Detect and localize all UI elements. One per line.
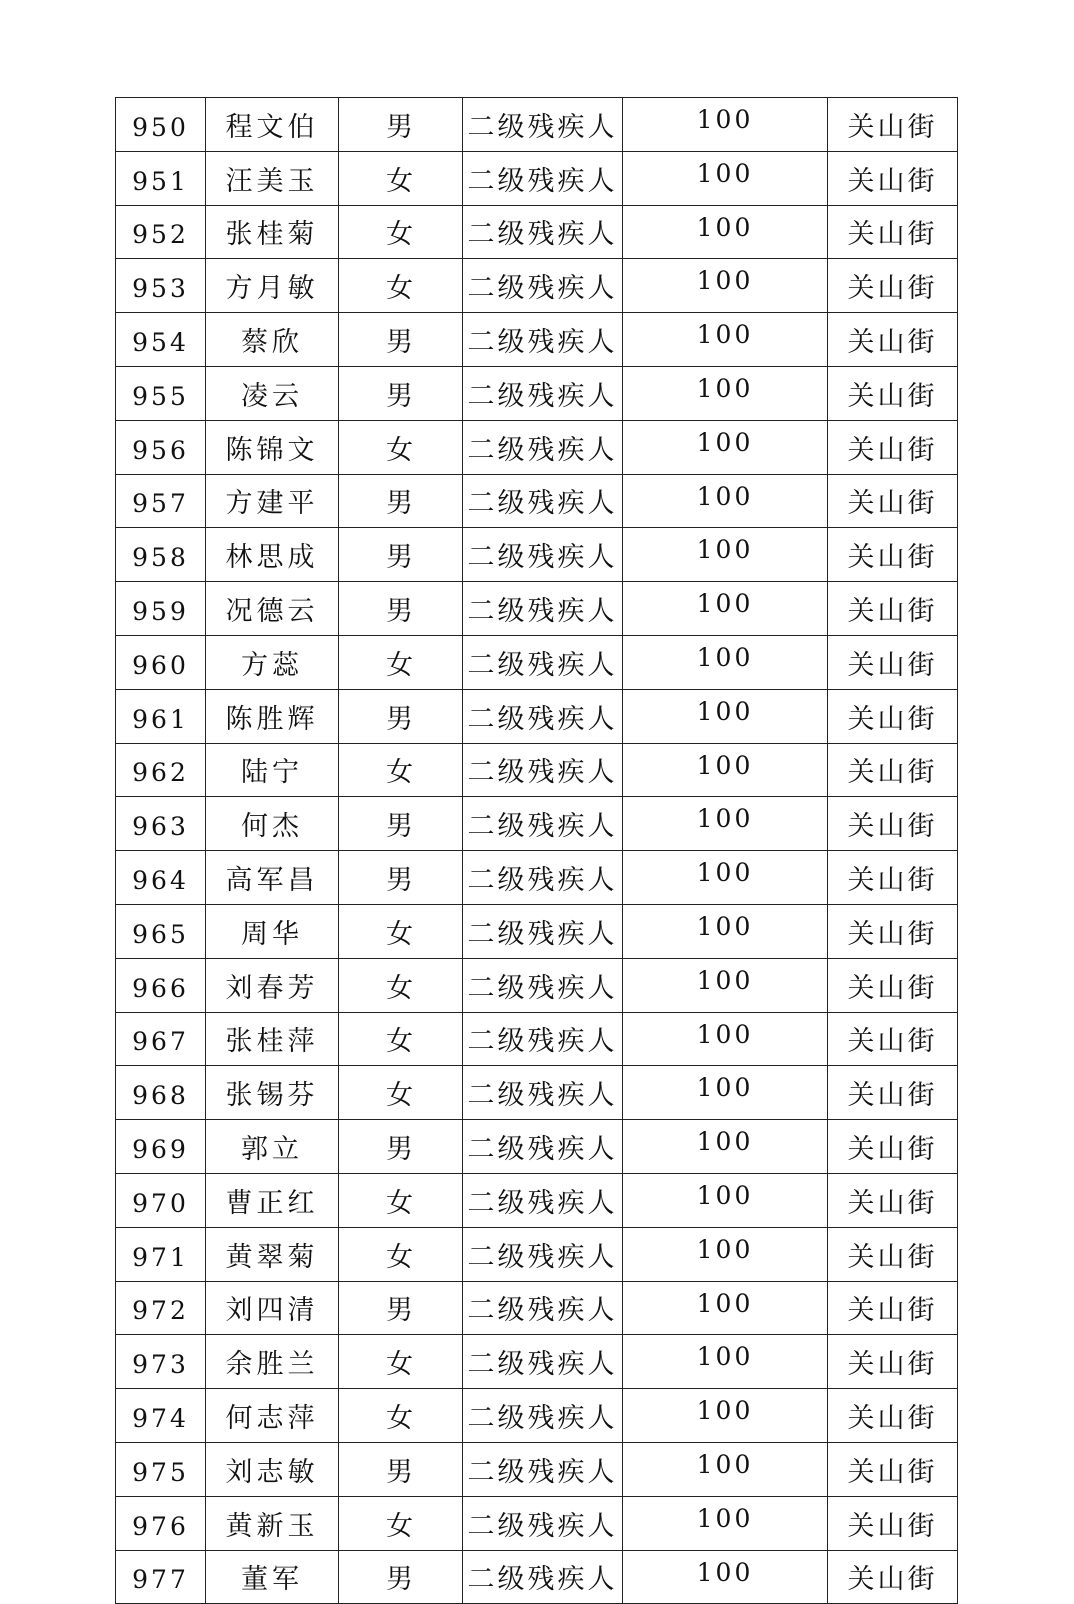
disability-level-cell: 二级残疾人 xyxy=(463,1066,623,1120)
gender-cell: 女 xyxy=(339,1389,463,1443)
table-row xyxy=(116,98,958,152)
row-number-cell: 968 xyxy=(116,1066,206,1120)
gender-cell: 男 xyxy=(339,366,463,420)
row-number-cell: 973 xyxy=(116,1335,206,1389)
disability-level-cell: 二级残疾人 xyxy=(463,1012,623,1066)
gender-cell: 男 xyxy=(339,582,463,636)
roster-table xyxy=(115,97,958,1604)
row-number-cell: 958 xyxy=(116,528,206,582)
amount-cell: 100 xyxy=(623,1442,828,1496)
gender-cell: 女 xyxy=(339,1227,463,1281)
row-number-cell: 953 xyxy=(116,259,206,313)
row-number-cell: 952 xyxy=(116,205,206,259)
row-number-cell: 957 xyxy=(116,474,206,528)
table-row xyxy=(116,1442,958,1496)
table-row xyxy=(116,689,958,743)
row-number-cell: 963 xyxy=(116,797,206,851)
disability-level-cell: 二级残疾人 xyxy=(463,904,623,958)
gender-cell: 女 xyxy=(339,259,463,313)
disability-level-cell: 二级残疾人 xyxy=(463,689,623,743)
gender-cell: 女 xyxy=(339,958,463,1012)
street-cell: 关山街 xyxy=(828,1120,958,1174)
name-cell: 林思成 xyxy=(206,528,339,582)
name-cell: 程文伯 xyxy=(206,98,339,152)
disability-level-cell: 二级残疾人 xyxy=(463,474,623,528)
street-cell: 关山街 xyxy=(828,635,958,689)
row-number-cell: 950 xyxy=(116,98,206,152)
table-row xyxy=(116,474,958,528)
row-number-cell: 972 xyxy=(116,1281,206,1335)
gender-cell: 女 xyxy=(339,904,463,958)
table-row xyxy=(116,743,958,797)
street-cell: 关山街 xyxy=(828,259,958,313)
row-number-cell: 970 xyxy=(116,1173,206,1227)
disability-level-cell: 二级残疾人 xyxy=(463,958,623,1012)
amount-cell: 100 xyxy=(623,1496,828,1550)
amount-cell: 100 xyxy=(623,366,828,420)
amount-cell: 100 xyxy=(623,1550,828,1604)
name-cell: 陈锦文 xyxy=(206,420,339,474)
table-row xyxy=(116,1012,958,1066)
gender-cell: 女 xyxy=(339,743,463,797)
amount-cell: 100 xyxy=(623,635,828,689)
gender-cell: 女 xyxy=(339,635,463,689)
disability-level-cell: 二级残疾人 xyxy=(463,1389,623,1443)
amount-cell: 100 xyxy=(623,1120,828,1174)
amount-cell: 100 xyxy=(623,958,828,1012)
disability-level-cell: 二级残疾人 xyxy=(463,635,623,689)
roster-body xyxy=(116,98,958,1604)
gender-cell: 男 xyxy=(339,1281,463,1335)
name-cell: 刘志敏 xyxy=(206,1442,339,1496)
gender-cell: 女 xyxy=(339,151,463,205)
row-number-cell: 965 xyxy=(116,904,206,958)
street-cell: 关山街 xyxy=(828,205,958,259)
disability-level-cell: 二级残疾人 xyxy=(463,98,623,152)
row-number-cell: 959 xyxy=(116,582,206,636)
table-row xyxy=(116,313,958,367)
street-cell: 关山街 xyxy=(828,151,958,205)
row-number-cell: 960 xyxy=(116,635,206,689)
gender-cell: 女 xyxy=(339,1173,463,1227)
gender-cell: 男 xyxy=(339,851,463,905)
gender-cell: 女 xyxy=(339,205,463,259)
table-row xyxy=(116,366,958,420)
name-cell: 方月敏 xyxy=(206,259,339,313)
amount-cell: 100 xyxy=(623,1012,828,1066)
name-cell: 况德云 xyxy=(206,582,339,636)
street-cell: 关山街 xyxy=(828,1335,958,1389)
street-cell: 关山街 xyxy=(828,474,958,528)
name-cell: 方蕊 xyxy=(206,635,339,689)
amount-cell: 100 xyxy=(623,259,828,313)
street-cell: 关山街 xyxy=(828,313,958,367)
amount-cell: 100 xyxy=(623,1281,828,1335)
row-number-cell: 971 xyxy=(116,1227,206,1281)
street-cell: 关山街 xyxy=(828,1227,958,1281)
name-cell: 凌云 xyxy=(206,366,339,420)
name-cell: 刘四清 xyxy=(206,1281,339,1335)
name-cell: 曹正红 xyxy=(206,1173,339,1227)
disability-level-cell: 二级残疾人 xyxy=(463,1496,623,1550)
name-cell: 余胜兰 xyxy=(206,1335,339,1389)
gender-cell: 女 xyxy=(339,1335,463,1389)
row-number-cell: 964 xyxy=(116,851,206,905)
street-cell: 关山街 xyxy=(828,743,958,797)
street-cell: 关山街 xyxy=(828,904,958,958)
row-number-cell: 955 xyxy=(116,366,206,420)
row-number-cell: 974 xyxy=(116,1389,206,1443)
table-row xyxy=(116,797,958,851)
street-cell: 关山街 xyxy=(828,689,958,743)
amount-cell: 100 xyxy=(623,689,828,743)
name-cell: 方建平 xyxy=(206,474,339,528)
gender-cell: 男 xyxy=(339,313,463,367)
gender-cell: 女 xyxy=(339,1066,463,1120)
street-cell: 关山街 xyxy=(828,1442,958,1496)
disability-level-cell: 二级残疾人 xyxy=(463,582,623,636)
street-cell: 关山街 xyxy=(828,958,958,1012)
table-row xyxy=(116,1173,958,1227)
row-number-cell: 967 xyxy=(116,1012,206,1066)
amount-cell: 100 xyxy=(623,98,828,152)
gender-cell: 男 xyxy=(339,528,463,582)
row-number-cell: 951 xyxy=(116,151,206,205)
table-row xyxy=(116,151,958,205)
disability-level-cell: 二级残疾人 xyxy=(463,743,623,797)
disability-level-cell: 二级残疾人 xyxy=(463,528,623,582)
name-cell: 董军 xyxy=(206,1550,339,1604)
table-row xyxy=(116,1066,958,1120)
amount-cell: 100 xyxy=(623,474,828,528)
amount-cell: 100 xyxy=(623,1227,828,1281)
row-number-cell: 976 xyxy=(116,1496,206,1550)
name-cell: 黄翠菊 xyxy=(206,1227,339,1281)
table-row xyxy=(116,1389,958,1443)
disability-level-cell: 二级残疾人 xyxy=(463,1120,623,1174)
gender-cell: 女 xyxy=(339,420,463,474)
amount-cell: 100 xyxy=(623,528,828,582)
disability-level-cell: 二级残疾人 xyxy=(463,259,623,313)
amount-cell: 100 xyxy=(623,797,828,851)
gender-cell: 男 xyxy=(339,797,463,851)
name-cell: 郭立 xyxy=(206,1120,339,1174)
gender-cell: 男 xyxy=(339,689,463,743)
name-cell: 张桂萍 xyxy=(206,1012,339,1066)
table-row xyxy=(116,635,958,689)
disability-level-cell: 二级残疾人 xyxy=(463,1550,623,1604)
row-number-cell: 966 xyxy=(116,958,206,1012)
disability-level-cell: 二级残疾人 xyxy=(463,851,623,905)
name-cell: 刘春芳 xyxy=(206,958,339,1012)
row-number-cell: 977 xyxy=(116,1550,206,1604)
street-cell: 关山街 xyxy=(828,420,958,474)
name-cell: 陆宁 xyxy=(206,743,339,797)
name-cell: 陈胜辉 xyxy=(206,689,339,743)
disability-level-cell: 二级残疾人 xyxy=(463,1335,623,1389)
table-row xyxy=(116,1496,958,1550)
table-row xyxy=(116,259,958,313)
street-cell: 关山街 xyxy=(828,1281,958,1335)
name-cell: 黄新玉 xyxy=(206,1496,339,1550)
amount-cell: 100 xyxy=(623,1335,828,1389)
table-row xyxy=(116,1335,958,1389)
table-row xyxy=(116,205,958,259)
row-number-cell: 954 xyxy=(116,313,206,367)
street-cell: 关山街 xyxy=(828,582,958,636)
street-cell: 关山街 xyxy=(828,1389,958,1443)
row-number-cell: 961 xyxy=(116,689,206,743)
street-cell: 关山街 xyxy=(828,1173,958,1227)
amount-cell: 100 xyxy=(623,151,828,205)
amount-cell: 100 xyxy=(623,582,828,636)
street-cell: 关山街 xyxy=(828,1550,958,1604)
gender-cell: 男 xyxy=(339,1442,463,1496)
row-number-cell: 956 xyxy=(116,420,206,474)
amount-cell: 100 xyxy=(623,743,828,797)
table-row xyxy=(116,528,958,582)
name-cell: 张桂菊 xyxy=(206,205,339,259)
table-row xyxy=(116,582,958,636)
amount-cell: 100 xyxy=(623,851,828,905)
disability-level-cell: 二级残疾人 xyxy=(463,366,623,420)
amount-cell: 100 xyxy=(623,1173,828,1227)
street-cell: 关山街 xyxy=(828,851,958,905)
name-cell: 何杰 xyxy=(206,797,339,851)
street-cell: 关山街 xyxy=(828,366,958,420)
table-row xyxy=(116,851,958,905)
table-row xyxy=(116,1281,958,1335)
amount-cell: 100 xyxy=(623,313,828,367)
table-row xyxy=(116,904,958,958)
name-cell: 汪美玉 xyxy=(206,151,339,205)
name-cell: 周华 xyxy=(206,904,339,958)
amount-cell: 100 xyxy=(623,205,828,259)
table-row xyxy=(116,1120,958,1174)
street-cell: 关山街 xyxy=(828,98,958,152)
amount-cell: 100 xyxy=(623,1389,828,1443)
gender-cell: 男 xyxy=(339,98,463,152)
disability-level-cell: 二级残疾人 xyxy=(463,1227,623,1281)
disability-level-cell: 二级残疾人 xyxy=(463,1442,623,1496)
disability-level-cell: 二级残疾人 xyxy=(463,313,623,367)
table-row xyxy=(116,420,958,474)
street-cell: 关山街 xyxy=(828,1066,958,1120)
street-cell: 关山街 xyxy=(828,528,958,582)
street-cell: 关山街 xyxy=(828,797,958,851)
disability-level-cell: 二级残疾人 xyxy=(463,1281,623,1335)
row-number-cell: 969 xyxy=(116,1120,206,1174)
name-cell: 蔡欣 xyxy=(206,313,339,367)
gender-cell: 女 xyxy=(339,1012,463,1066)
name-cell: 张锡芬 xyxy=(206,1066,339,1120)
row-number-cell: 975 xyxy=(116,1442,206,1496)
row-number-cell: 962 xyxy=(116,743,206,797)
table-row xyxy=(116,1550,958,1604)
gender-cell: 男 xyxy=(339,474,463,528)
amount-cell: 100 xyxy=(623,420,828,474)
disability-level-cell: 二级残疾人 xyxy=(463,205,623,259)
gender-cell: 男 xyxy=(339,1550,463,1604)
street-cell: 关山街 xyxy=(828,1012,958,1066)
street-cell: 关山街 xyxy=(828,1496,958,1550)
amount-cell: 100 xyxy=(623,1066,828,1120)
amount-cell: 100 xyxy=(623,904,828,958)
table-row xyxy=(116,958,958,1012)
gender-cell: 男 xyxy=(339,1120,463,1174)
disability-level-cell: 二级残疾人 xyxy=(463,797,623,851)
gender-cell: 女 xyxy=(339,1496,463,1550)
name-cell: 何志萍 xyxy=(206,1389,339,1443)
name-cell: 高军昌 xyxy=(206,851,339,905)
disability-level-cell: 二级残疾人 xyxy=(463,151,623,205)
disability-level-cell: 二级残疾人 xyxy=(463,1173,623,1227)
disability-level-cell: 二级残疾人 xyxy=(463,420,623,474)
table-row xyxy=(116,1227,958,1281)
